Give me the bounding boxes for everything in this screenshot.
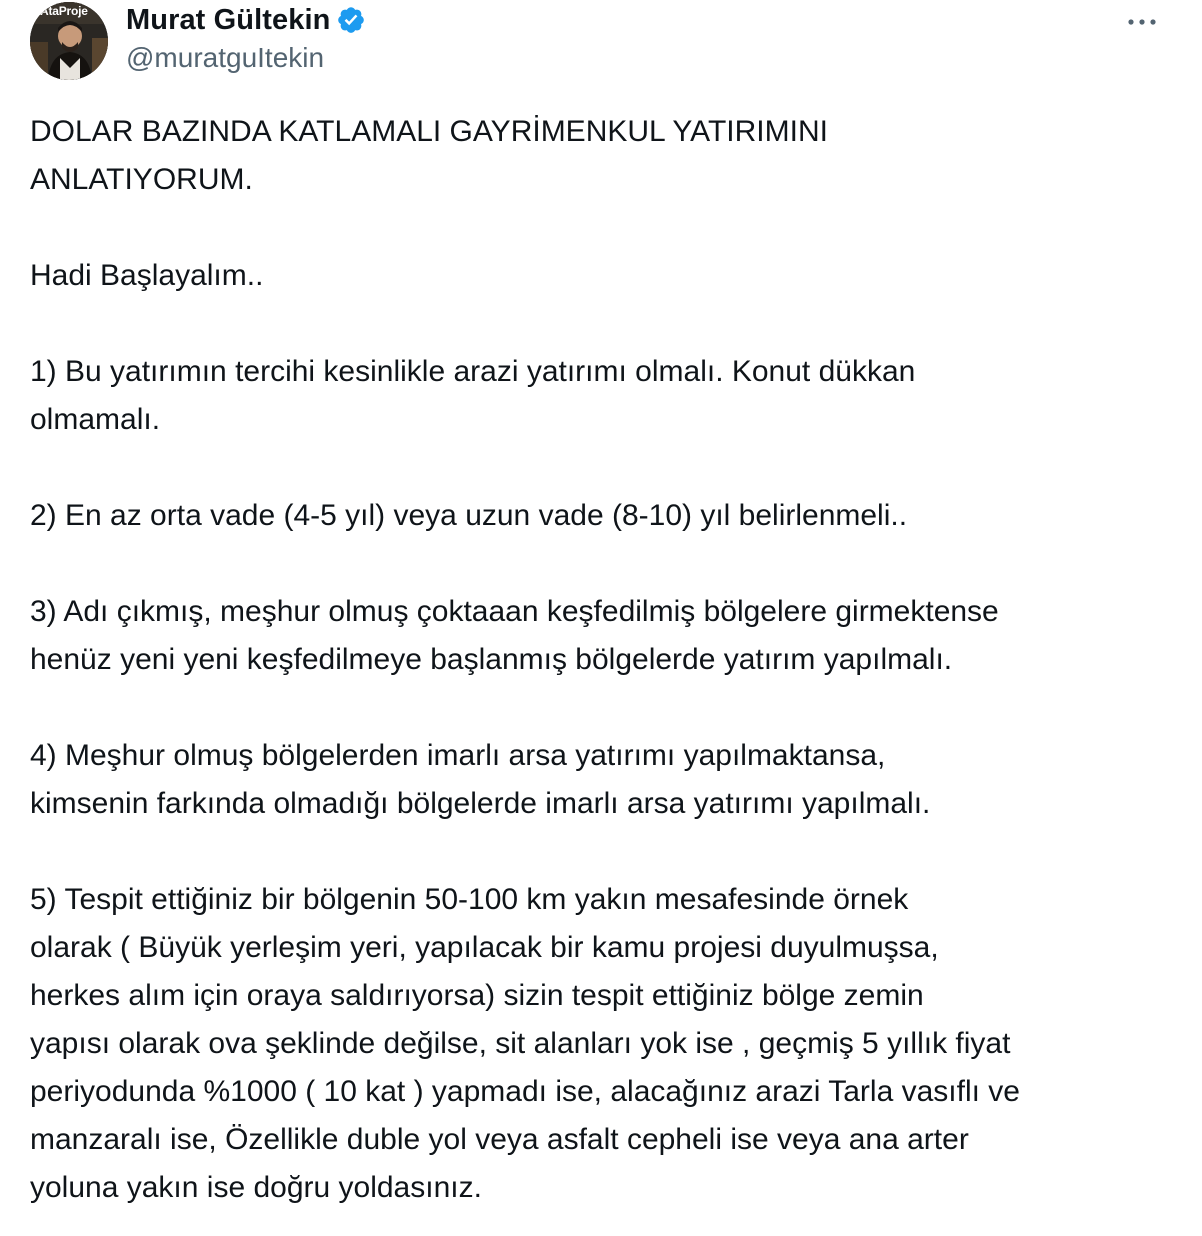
text-line: ANLATIYORUM. bbox=[30, 163, 253, 196]
text-line: Hadi Başlayalım.. bbox=[30, 259, 264, 292]
avatar[interactable] bbox=[30, 2, 108, 80]
text-line: yapısı olarak ova şeklinde değilse, sit alanları yok ise , geçmiş 5 yıllık fiyat bbox=[30, 1027, 1011, 1060]
tweet-paragraph-item-4 bbox=[30, 732, 1180, 828]
tweet-paragraph-item-5 bbox=[30, 876, 1180, 1212]
tweet-paragraph-intro bbox=[30, 252, 1180, 300]
text-line: 2) En az orta vade (4-5 yıl) veya uzun vade (8-10) yıl belirlenmeli.. bbox=[30, 499, 908, 532]
text-line: herkes alım için oraya saldırıyorsa) sizin tespit ettiğiniz bölge zemin bbox=[30, 979, 924, 1012]
more-options-button[interactable] bbox=[1122, 4, 1162, 36]
text-line: kimsenin farkında olmadığı bölgelerde imarlı arsa yatırımı yapılmalı. bbox=[30, 787, 931, 820]
tweet-paragraph-item-3 bbox=[30, 588, 1180, 684]
text-line: 3) Adı çıkmış, meşhur olmuş çoktaaan keşfedilmiş bölgelere girmektense bbox=[30, 595, 999, 628]
text-line: manzaralı ise, Özellikle duble yol veya asfalt cepheli ise veya ana arter bbox=[30, 1123, 969, 1156]
display-name[interactable]: Murat Gültekin bbox=[126, 3, 331, 36]
text-line: olarak ( Büyük yerleşim yeri, yapılacak bir kamu projesi duyulmuşsa, bbox=[30, 931, 939, 964]
text-line: yoluna yakın ise doğru yoldasınız. bbox=[30, 1171, 482, 1204]
author-block bbox=[126, 2, 366, 74]
tweet-paragraph-item-2 bbox=[30, 492, 1180, 540]
verified-badge-icon[interactable] bbox=[336, 5, 366, 35]
tweet-paragraph-item-1 bbox=[30, 348, 1180, 444]
text-line: henüz yeni yeni keşfedilmeye başlanmış bölgelerde yatırım yapılmalı. bbox=[30, 643, 953, 676]
name-row bbox=[126, 2, 366, 38]
tweet-paragraph-title bbox=[30, 108, 1180, 204]
text-line: 1) Bu yatırımın tercihi kesinlikle arazi yatırımı olmalı. Konut dükkan bbox=[30, 355, 916, 388]
text-line: periyodunda %1000 ( 10 kat ) yapmadı ise, alacağınız arazi Tarla vasıflı ve bbox=[30, 1075, 1020, 1108]
text-line: olmamalı. bbox=[30, 403, 161, 436]
text-line: 4) Meşhur olmuş bölgelerden imarlı arsa yatırımı yapılmaktansa, bbox=[30, 739, 886, 772]
user-handle[interactable]: @muratguItekin bbox=[126, 42, 325, 73]
text-line: DOLAR BAZINDA KATLAMALI GAYRİMENKUL YATIRIMINI bbox=[30, 115, 828, 148]
text-line: 5) Tespit ettiğiniz bir bölgenin 50-100 km yakın mesafesinde örnek bbox=[30, 883, 909, 916]
avatar-logo-text: AtaProje bbox=[40, 4, 88, 18]
tweet-text bbox=[30, 108, 1180, 1212]
more-options-icon bbox=[1122, 4, 1162, 36]
verified-badge-svg bbox=[336, 5, 366, 35]
